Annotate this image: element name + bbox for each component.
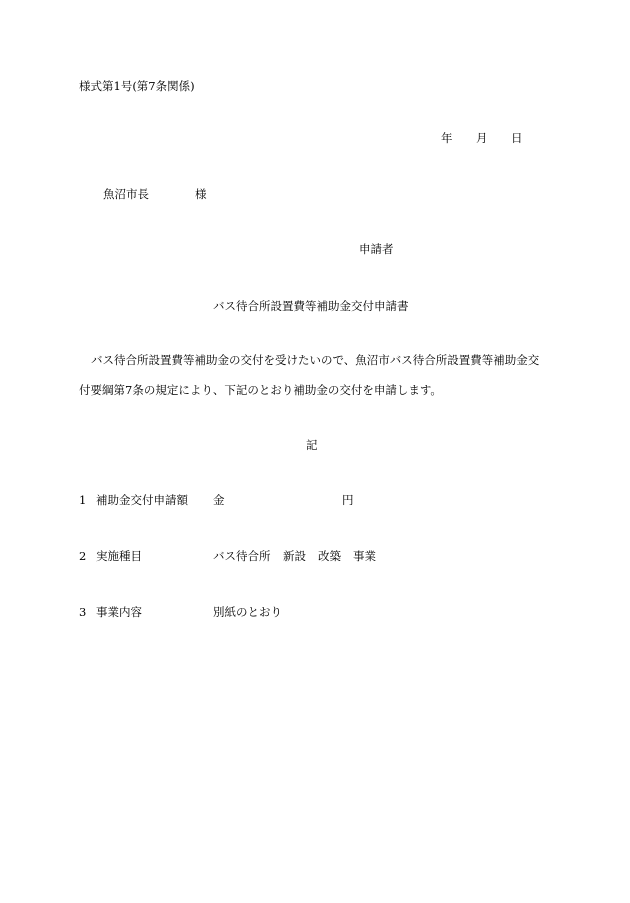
applicant-label: 申請者 xyxy=(359,242,394,256)
item-value: 別紙のとおり xyxy=(213,605,282,619)
option-project: 事業 xyxy=(353,549,376,563)
item-label: 補助金交付申請額 xyxy=(96,493,188,507)
item-number: 1 xyxy=(79,493,87,507)
date-month: 月 xyxy=(476,131,488,145)
body-line-1: バス待合所設置費等補助金の交付を受けたいので、魚沼市バス待合所設置費等補助金交 xyxy=(91,353,540,367)
addressee-honorific: 様 xyxy=(195,187,207,201)
body-line-2: 付要綱第7条の規定により、下記のとおり補助金の交付を申請します。 xyxy=(79,383,442,397)
item-number: 2 xyxy=(79,549,87,563)
option-renovate: 改築 xyxy=(318,549,341,563)
addressee-name: 魚沼市長 xyxy=(103,187,149,201)
document-title: バス待合所設置費等補助金交付申請書 xyxy=(213,299,409,313)
amount-prefix: 金 xyxy=(213,493,225,507)
date-day: 日 xyxy=(511,131,523,145)
item-label: 実施種目 xyxy=(96,549,142,563)
option-new: 新設 xyxy=(283,549,306,563)
form-number: 様式第1号(第7条関係) xyxy=(79,79,195,93)
date-year: 年 xyxy=(441,131,453,145)
ki-heading: 記 xyxy=(306,438,318,452)
item-number: 3 xyxy=(79,605,87,619)
item-value: バス待合所 xyxy=(213,549,271,563)
item-label: 事業内容 xyxy=(96,605,142,619)
amount-suffix: 円 xyxy=(342,493,354,507)
